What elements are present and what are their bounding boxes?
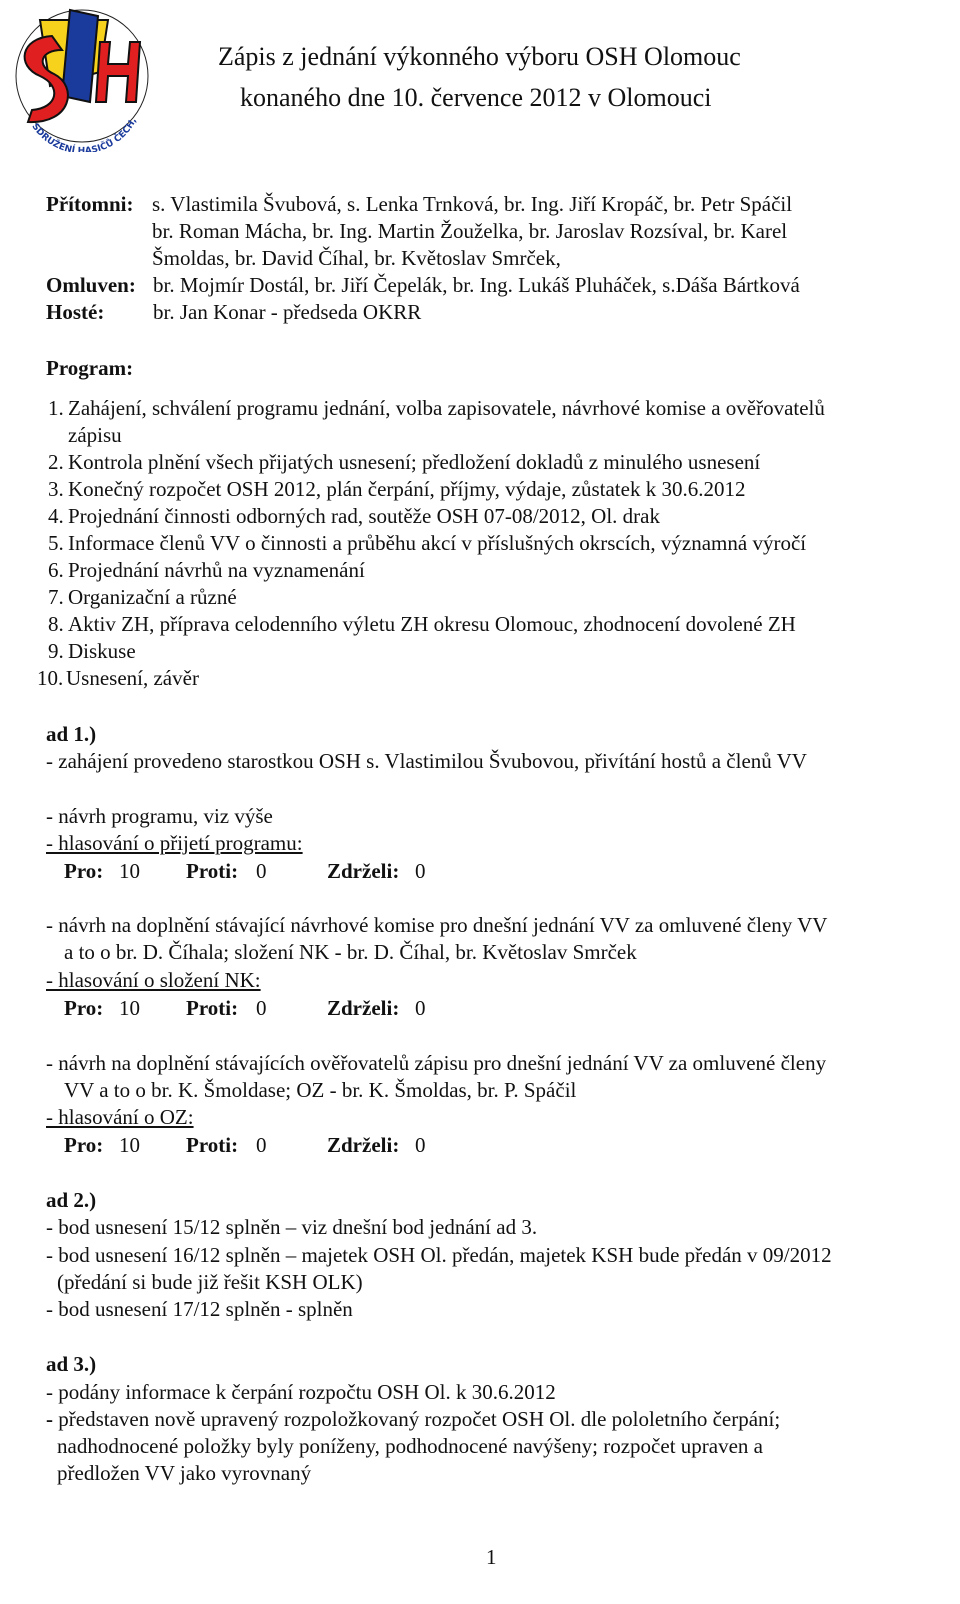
vote-pro-value: 10 <box>119 996 140 1020</box>
ad2-resolution-15: - bod usnesení 15/12 splněn – viz dnešní bod jednání ad 3. <box>46 1215 538 1239</box>
present-label: Přítomni: <box>46 192 134 216</box>
ad3-budget-presented <box>46 1406 780 1432</box>
program-item-number: 2. <box>48 450 64 474</box>
program-item-number: 1. <box>48 396 64 420</box>
ad2-resolution-16-cont: (předání si bude již řešit KSH OLK) <box>57 1270 363 1294</box>
ad3-budget-presented-cont2: předložen VV jako vyrovnaný <box>57 1461 312 1485</box>
ad1-opening: - zahájení provedeno starostkou OSH s. Vlastimilou Švubovou, přivítání hostů a členů VV <box>46 749 807 773</box>
present-line-2: br. Roman Mácha, br. Ing. Martin Žouželka, br. Jaroslav Rozsíval, br. Karel <box>152 219 788 243</box>
program-item-number: 5. <box>48 531 64 555</box>
program-item-number: 6. <box>48 558 64 582</box>
ad3-budget-info: - podány informace k čerpání rozpočtu OSH Ol. k 30.6.2012 <box>46 1380 556 1404</box>
program-item-number: 8. <box>48 612 64 636</box>
program-item-number: 9. <box>48 639 64 663</box>
program-item-text-cont: zápisu <box>68 423 122 447</box>
vote-proti-label: Proti: <box>186 1133 239 1157</box>
program-item-number: 7. <box>48 585 64 609</box>
document-title-line2: konaného dne 10. července 2012 v Olomouci <box>240 83 712 112</box>
excused-label: Omluven: <box>46 273 136 297</box>
vote-pro-label: Pro: <box>64 996 104 1020</box>
logo-arc-text: SDRUŽENÍ HASIČŮ ČECH, <box>29 116 140 152</box>
page-number: 1 <box>486 1545 497 1569</box>
ad1-heading: ad 1.) <box>46 722 97 746</box>
vote-commission-label: - hlasování o složení NK: <box>46 968 261 992</box>
ad2-resolution-16: - bod usnesení 16/12 splněn – majetek OSH Ol. předán, majetek KSH bude předán v 09/2012 <box>46 1243 832 1267</box>
program-item-text: Zahájení, schválení programu jednání, volba zapisovatele, návrhové komise a ověřovatelů <box>68 396 825 420</box>
vote-verifiers-label: - hlasování o OZ: <box>46 1105 194 1129</box>
ad3-budget-presented-text: představen nově upravený rozpoložkovaný rozpočet OSH Ol. dle pololetního čerpání; <box>53 1407 781 1431</box>
ad1-verifiers-proposal-cont: VV a to o br. K. Šmoldase; OZ - br. K. Šmoldas, br. P. Spáčil <box>64 1078 577 1102</box>
vote-zdrzeli-label: Zdrželi: <box>327 996 400 1020</box>
present-line-1: s. Vlastimila Švubová, s. Lenka Trnková, br. Ing. Jiří Kropáč, br. Petr Spáčil <box>152 192 793 216</box>
program-label: Program: <box>46 356 134 380</box>
vote-result-commission <box>64 995 426 1021</box>
ad1-commission-proposal-cont: a to o br. D. Číhala; složení NK - br. D. Číhal, br. Květoslav Smrček <box>64 940 637 964</box>
vote-program-label: - hlasování o přijetí programu: <box>46 831 303 855</box>
vote-pro-label: Pro: <box>64 859 104 883</box>
program-item-text: Informace členů VV o činnosti a průběhu akcí v příslušných okrscích, významná výročí <box>68 531 807 555</box>
program-item-number: 3. <box>48 477 64 501</box>
present-line-3: Šmoldas, br. David Číhal, br. Květoslav Smrček, <box>152 246 561 270</box>
vote-zdrzeli-value: 0 <box>415 859 426 883</box>
vote-zdrzeli-label: Zdrželi: <box>327 859 400 883</box>
program-item-text: Usnesení, závěr <box>66 666 199 690</box>
vote-pro-value: 10 <box>119 859 140 883</box>
ad3-heading: ad 3.) <box>46 1352 97 1376</box>
vote-zdrzeli-value: 0 <box>415 1133 426 1157</box>
program-item-text: Projednání návrhů na vyznamenání <box>68 558 365 582</box>
vote-proti-value: 0 <box>256 1133 267 1157</box>
ad3-budget-presented-cont: nadhodnocené položky byly poníženy, podhodnocené navýšeny; rozpočet upraven a <box>57 1434 763 1458</box>
vote-zdrzeli-label: Zdrželi: <box>327 1133 400 1157</box>
program-item-text: Organizační a různé <box>68 585 237 609</box>
vote-pro-value: 10 <box>119 1133 140 1157</box>
program-item-number: 4. <box>48 504 64 528</box>
excused-list: br. Mojmír Dostál, br. Jiří Čepelák, br. Ing. Lukáš Pluháček, s.Dáša Bártková <box>153 273 800 297</box>
vote-proti-value: 0 <box>256 996 267 1020</box>
vote-zdrzeli-value: 0 <box>415 996 426 1020</box>
vote-pro-label: Pro: <box>64 1133 104 1157</box>
guests-list: br. Jan Konar - předseda OKRR <box>153 300 422 324</box>
document-title-line1: Zápis z jednání výkonného výboru OSH Olomouc <box>218 42 741 71</box>
program-item-text: Konečný rozpočet OSH 2012, plán čerpání, příjmy, výdaje, zůstatek k 30.6.2012 <box>68 477 746 501</box>
vote-result-verifiers <box>64 1132 426 1158</box>
program-item-text: Aktiv ZH, příprava celodenního výletu ZH okresu Olomouc, zhodnocení dovolené ZH <box>68 612 796 636</box>
ad2-resolution-17: - bod usnesení 17/12 splněn - splněn <box>46 1297 353 1321</box>
program-item-text: Diskuse <box>68 639 136 663</box>
program-item-text: Kontrola plnění všech přijatých usnesení; předložení dokladů z minulého usnesení <box>68 450 761 474</box>
vote-proti-label: Proti: <box>186 996 239 1020</box>
vote-proti-value: 0 <box>256 859 267 883</box>
ad2-heading: ad 2.) <box>46 1188 97 1212</box>
ad3-dash: - <box>46 1407 53 1431</box>
guests-label: Hosté: <box>46 300 105 324</box>
program-item-text: Projednání činnosti odborných rad, soutěže OSH 07-08/2012, Ol. drak <box>68 504 660 528</box>
ad1-program-proposal: - návrh programu, viz výše <box>46 804 273 828</box>
program-item-number: 10. <box>37 666 64 690</box>
vote-result-program <box>64 858 426 884</box>
ad1-commission-proposal: - návrh na doplnění stávající návrhové komise pro dnešní jednání VV za omluvené členy VV <box>46 913 828 937</box>
sh-cms-logo <box>10 6 150 152</box>
vote-proti-label: Proti: <box>186 859 239 883</box>
ad1-verifiers-proposal: - návrh na doplnění stávajících ověřovatelů zápisu pro dnešní jednání VV za omluvené členy <box>46 1051 827 1075</box>
